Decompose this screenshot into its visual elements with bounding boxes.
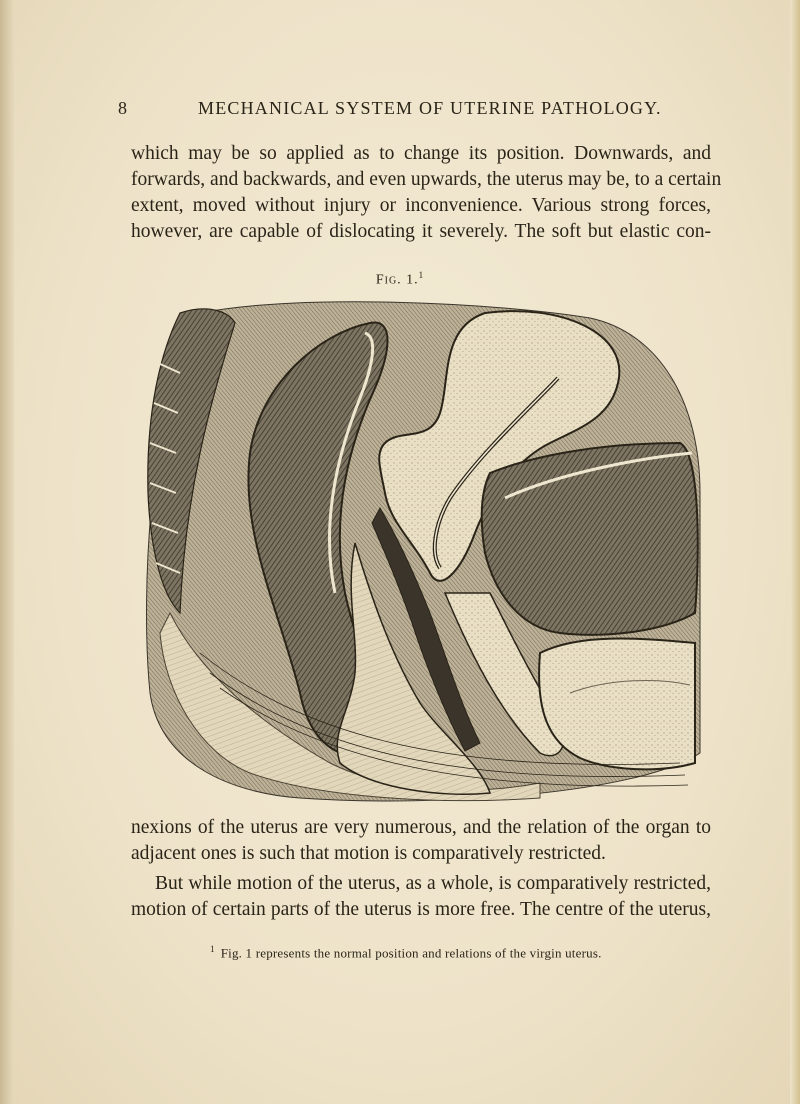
page-edge-left bbox=[0, 0, 14, 1104]
figure-caption bbox=[0, 270, 800, 289]
paragraph-line: which may be so applied as to change its position. Downwards, and bbox=[131, 143, 711, 164]
figure-footnote-mark: 1 bbox=[418, 270, 425, 280]
paragraph-line: motion of certain parts of the uterus is more free. The centre of the uterus, bbox=[131, 899, 711, 920]
paragraph-line: nexions of the uterus are very numerous, and the relation of the organ to bbox=[131, 817, 711, 838]
running-title: MECHANICAL SYSTEM OF UTERINE PATHOLOGY. bbox=[198, 98, 662, 118]
figure-caption-text: Fig. 1. bbox=[375, 272, 419, 288]
paragraph-2 bbox=[131, 815, 711, 867]
footnote bbox=[210, 944, 730, 961]
paragraph-1 bbox=[131, 141, 722, 245]
paragraph-line: however, are capable of dislocating it severely. The soft but elastic con- bbox=[131, 221, 711, 242]
footnote-mark: 1 bbox=[210, 944, 215, 954]
page-number: 8 bbox=[118, 98, 128, 118]
running-head bbox=[118, 98, 718, 122]
paragraph-line: forwards, and backwards, and even upwards, the uterus may be, to a certain bbox=[131, 169, 722, 190]
footnote-text: Fig. 1 represents the normal position and relations of the virgin uterus. bbox=[220, 945, 602, 961]
paragraph-line: extent, moved without injury or inconvenience. Various strong forces, bbox=[131, 195, 711, 216]
anatomical-engraving bbox=[140, 293, 706, 805]
paragraph-line: But while motion of the uterus, as a whole, is comparatively restricted, bbox=[155, 873, 711, 894]
page-edge-right bbox=[790, 0, 800, 1104]
paragraph-3 bbox=[131, 871, 711, 923]
paragraph-line: adjacent ones is such that motion is comparatively restricted. bbox=[131, 843, 606, 864]
